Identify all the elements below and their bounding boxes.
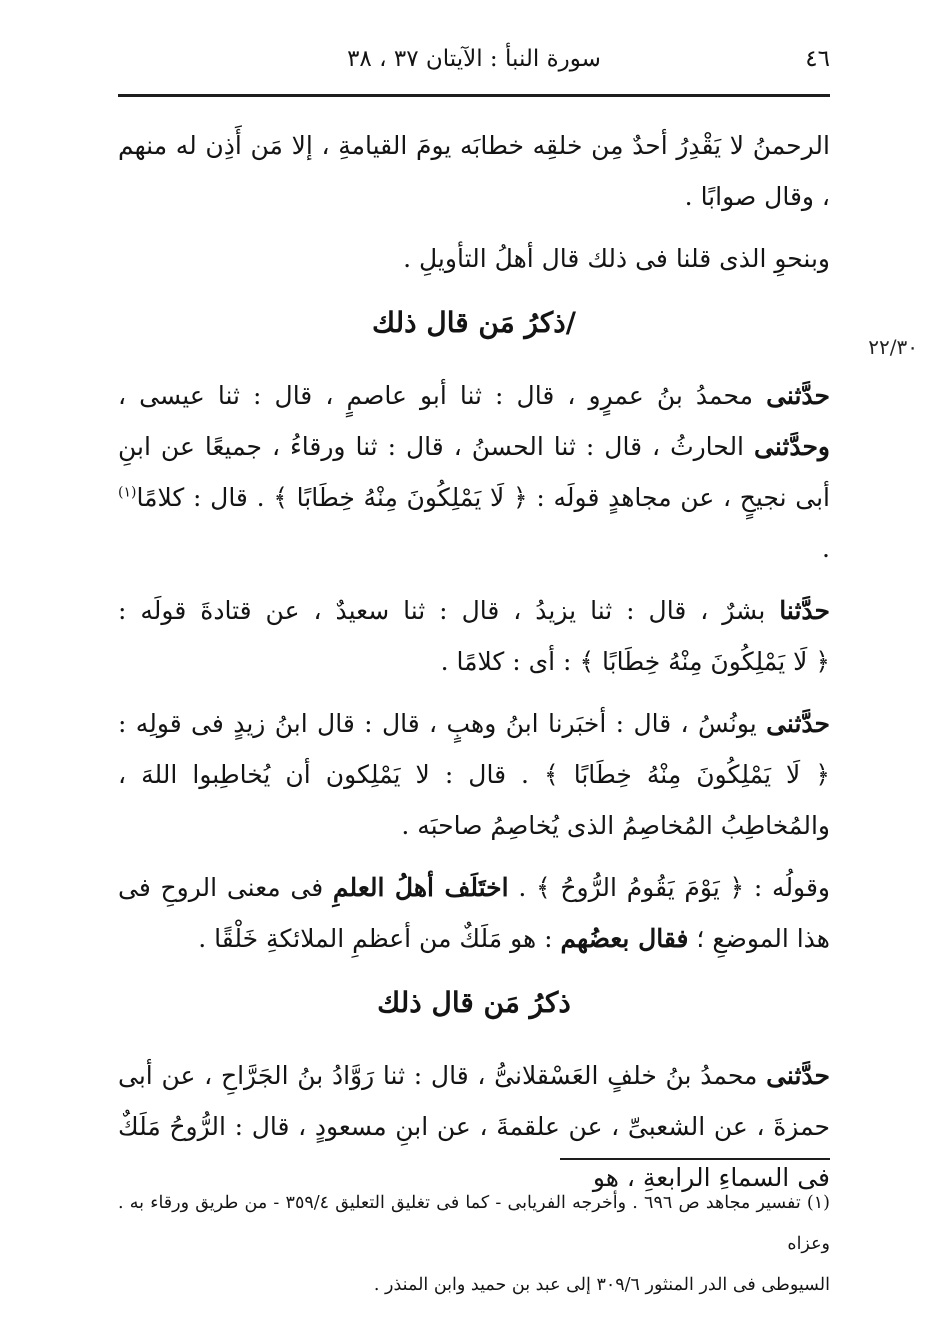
- narration-verb: حدَّثنا: [779, 596, 830, 625]
- narration-verb: حدَّثنى: [766, 709, 830, 738]
- text-span: : هو مَلَكٌ من أعظمِ الملائكةِ خَلْقًا .: [198, 924, 561, 953]
- text-span: الحارثُ ، قال : ثنا الحسنُ ، قال : ثنا ورقاءُ ، جميعًا عن ابنِ أبى نجيحٍ ، عن مجاهدٍ قولَه :: [118, 432, 830, 512]
- text-span: وقولُه :: [744, 873, 831, 902]
- footnote-rule: [560, 1158, 830, 1160]
- narration-verb: حدَّثنى: [766, 1061, 830, 1090]
- paragraph-6: [118, 862, 830, 964]
- section-heading-2: ذكرُ مَن قال ذلك: [377, 986, 571, 1019]
- paragraph-5: [118, 698, 830, 851]
- bold-phrase: اختَلَف أهلُ العلمِ: [332, 873, 509, 902]
- paragraph-4: [118, 585, 830, 687]
- section-heading-1: /ذكرُ مَن قال ذلك: [372, 306, 576, 339]
- text-span: : أى : كلامًا .: [440, 647, 580, 676]
- margin-reference: ٢٢/٣٠: [868, 335, 918, 359]
- paragraph-7: [118, 1050, 830, 1203]
- quran-quote: ﴿ يَوْمَ يَقُومُ الرُّوحُ ﴾: [536, 873, 745, 902]
- text-span: .: [822, 534, 830, 563]
- text-span: . قال : لا يَمْلِكون أن يُخاطِبوا اللهَ ، والمُخاطِبُ المُخاصِمُ الذى يُخاصِمُ صاحبَه .: [118, 760, 830, 840]
- quran-quote: ﴿ لَا يَمْلِكُونَ مِنْهُ خِطَابًا ﴾: [544, 760, 830, 789]
- footnote-marker: (١): [118, 484, 137, 501]
- quran-quote: ﴿ لَا يَمْلِكُونَ مِنْهُ خِطَابًا ﴾: [579, 647, 830, 676]
- footnote-1-line-2: السيوطى فى الدر المنثور ٣٠٩/٦ إلى عبد بن حميد وابن المنذر .: [373, 1275, 830, 1295]
- text-span: يونُسُ ، قال : أخبَرنا ابنُ وهبٍ ، قال : قال ابنُ زيدٍ فى قولِه :: [118, 709, 767, 738]
- running-title: سورة النبأ : الآيتان ٣٧ ، ٣٨: [347, 46, 601, 72]
- page-number: ٤٦: [805, 46, 830, 72]
- text-span: بشرٌ ، قال : ثنا يزيدُ ، قال : ثنا سعيدٌ ، عن قتادةَ قولَه :: [118, 596, 780, 625]
- text-span: . قال : كلامًا: [136, 483, 274, 512]
- footnotes: [118, 1183, 830, 1306]
- text-span: فى معنى الروحِ فى هذا الموضعِ ؛: [118, 873, 830, 953]
- paragraph-3: [118, 370, 830, 574]
- text-span: محمدُ بنُ خلفٍ العَسْقلانىُّ ، قال : ثنا رَوَّادُ بنُ الجَرَّاحِ ، عن أبى حمزةَ ، عن الشعبىِّ ، عن علقمةَ ، عن ابنِ مسعودٍ ، قال : الرُّوحُ مَلَكٌ فى السماءِ الرابعةِ ، هو: [118, 1061, 830, 1192]
- paragraph-1: الرحمنُ لا يَقْدِرُ أحدٌ مِن خلقِه خطابَه يومَ القيامةِ ، إلا مَن أَذِن له منهم ، وقال صوابًا .: [118, 131, 830, 211]
- paragraph-2: وبنحوِ الذى قلنا فى ذلك قال أهلُ التأويلِ .: [403, 244, 830, 273]
- page-header: [118, 44, 830, 88]
- footnote-1-line-1: (١) تفسير مجاهد ص ٦٩٦ . وأخرجه الفريابى - كما فى تغليق التعليق ٣٥٩/٤ - من طريق ورقاء به . وعزاه: [118, 1193, 830, 1254]
- quran-quote: ﴿ لَا يَمْلِكُونَ مِنْهُ خِطَابًا ﴾: [273, 483, 528, 512]
- text-span: .: [508, 873, 537, 902]
- bold-phrase: فقال بعضُهم: [560, 924, 689, 953]
- text-span: محمدُ بنُ عمرٍو ، قال : ثنا أبو عاصمٍ ، قال : ثنا عيسى ،: [118, 381, 767, 410]
- narration-verb: وحدَّثنى: [754, 432, 830, 461]
- narration-verb: حدَّثنى: [766, 381, 830, 410]
- header-rule: [118, 94, 830, 97]
- main-text: [118, 120, 830, 1214]
